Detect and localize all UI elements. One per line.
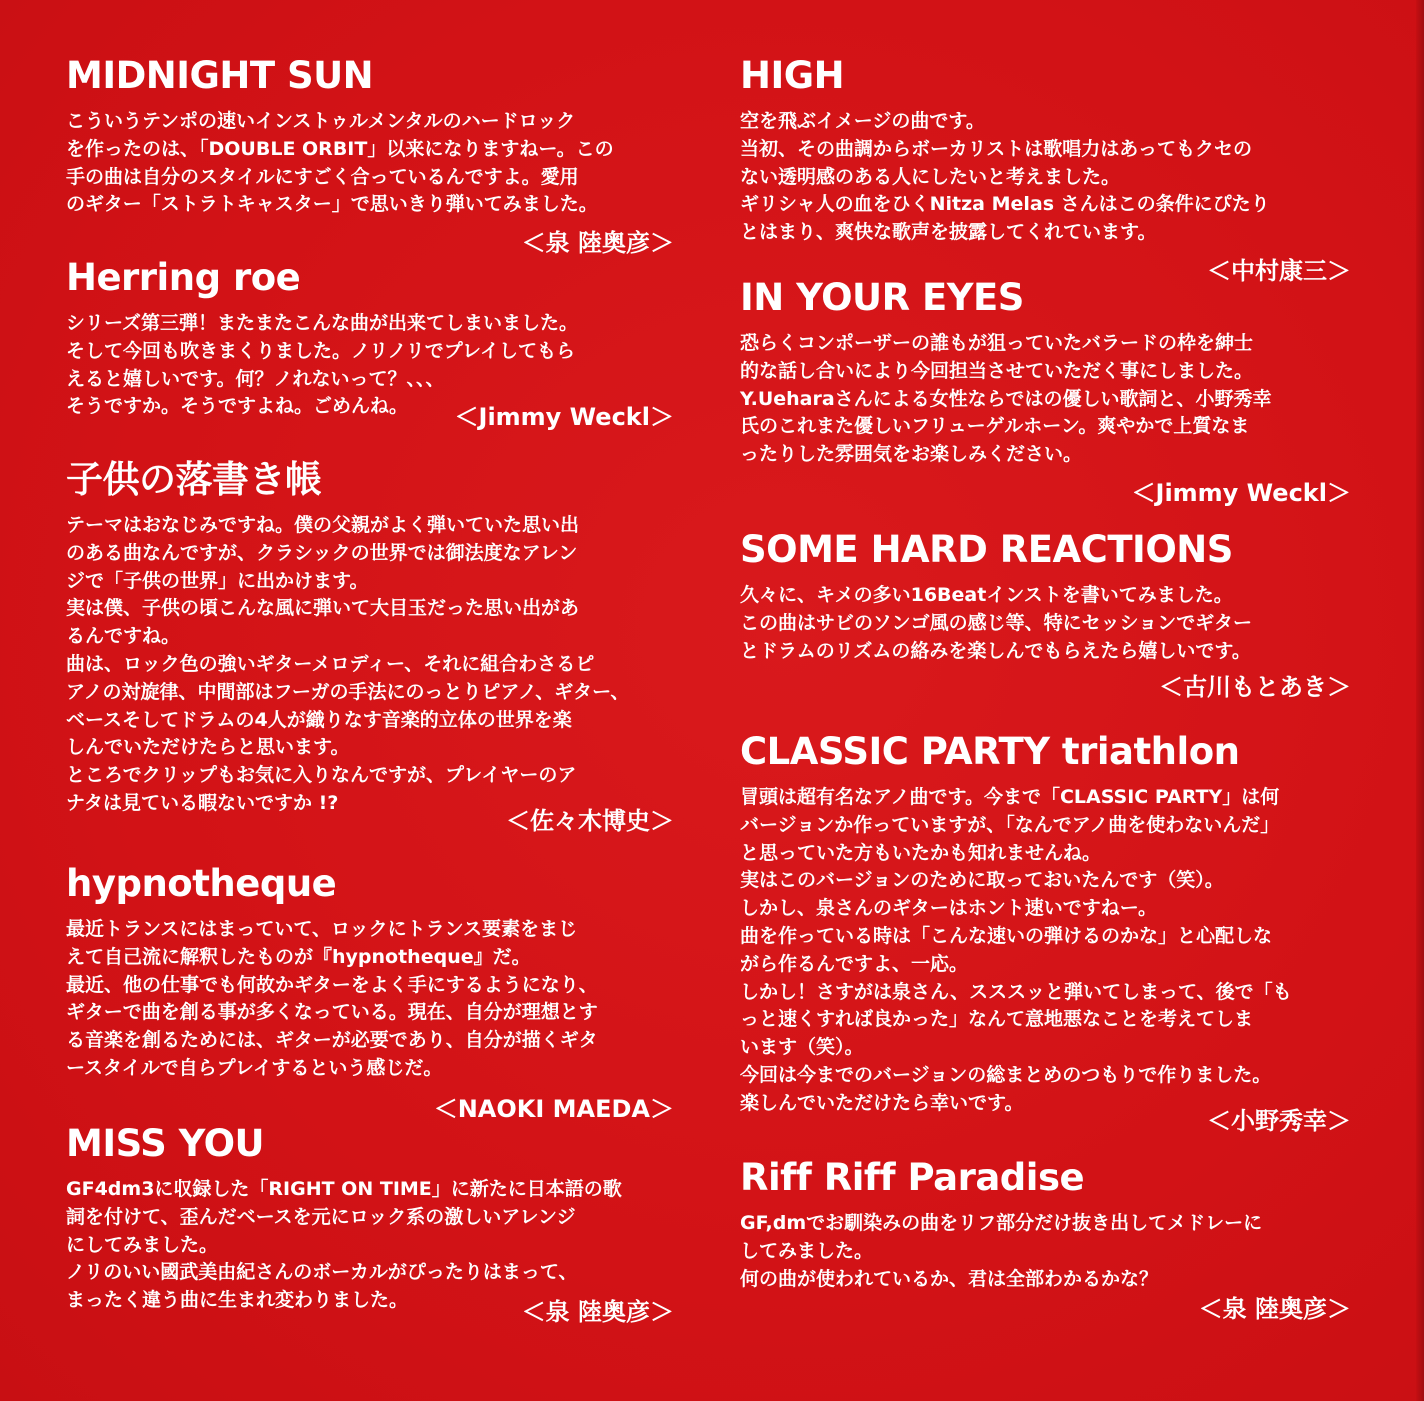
notes-line: 氏のこれまた優しいフリューゲルホーン。爽やかで上質なま bbox=[740, 415, 1250, 438]
notes-line: 実はこのバージョンのために取っておいたんです（笑）。 bbox=[740, 869, 1224, 892]
notes-line: にしてみました。 bbox=[66, 1233, 219, 1256]
notes-line: っと速くすれば良かった」なんて意地悪なことを考えてしま bbox=[740, 1008, 1254, 1031]
notes-line: こういうテンポの速いインストゥルメンタルのハードロック bbox=[66, 110, 576, 132]
notes-line: アノの対旋律、中間部はフーガの手法にのっとりピアノ、ギター、 bbox=[66, 680, 630, 703]
notes-line: と思っていた方もいたかも知れませんね。 bbox=[740, 841, 1102, 864]
track-title: MISS YOU bbox=[66, 1122, 265, 1165]
notes-line: 冒頭は超有名なアノ曲です。今まで「CLASSIC PARTY」は何 bbox=[740, 786, 1280, 808]
notes-line: バージョンか作っていますが、「なんでアノ曲を使わないんだ」 bbox=[740, 813, 1280, 836]
notes-line: 的な話し合いにより今回担当させていただく事にしました。 bbox=[740, 359, 1254, 382]
notes-line: るんですね。 bbox=[66, 625, 181, 648]
notes-line: まったく違う曲に生まれ変わりました。 bbox=[66, 1289, 409, 1312]
track-entry-hypnotheque bbox=[66, 862, 678, 1127]
track-title: HIGH bbox=[740, 54, 845, 97]
composer-credit: ＜泉 陸奥彦＞ bbox=[521, 1298, 674, 1326]
notes-line: とドラムのリズムの絡みを楽しんでもらえたら嬉しいです。 bbox=[740, 639, 1251, 662]
notes-line: ったりした雰囲気をお楽しみください。 bbox=[740, 443, 1083, 466]
track-notes bbox=[740, 582, 1355, 665]
notes-line: この曲はサビのソンゴ風の感じ等、特にセッションでギター bbox=[740, 611, 1253, 634]
notes-line: ギリシャ人の血をひくNitza Melas さんはこの条件にぴたり bbox=[740, 193, 1270, 216]
track-entry-high bbox=[740, 54, 1355, 294]
track-notes bbox=[66, 916, 678, 1083]
track-title: Riff Riff Paradise bbox=[740, 1156, 1085, 1199]
composer-credit: ＜泉 陸奥彦＞ bbox=[1198, 1295, 1351, 1323]
track-notes bbox=[66, 512, 678, 818]
notes-line: えて自己流に解釈したものが『hypnotheque』だ。 bbox=[66, 945, 531, 968]
notes-line: GF,dmでお馴染みの曲をリフ部分だけ抜き出してメドレーに bbox=[740, 1212, 1263, 1234]
notes-line: しかし！さすがは泉さん、スススッと弾いてしまって、後で「も bbox=[740, 980, 1292, 1003]
notes-line: GF4dm3に収録した「RIGHT ON TIME」に新たに日本語の歌 bbox=[66, 1178, 622, 1200]
notes-line: テーマはおなじみですね。僕の父親がよく弾いていた思い出 bbox=[66, 514, 580, 536]
composer-credit: ＜小野秀幸＞ bbox=[1207, 1107, 1351, 1135]
notes-line: Y.Ueharaさんによる女性ならではの優しい歌詞と、小野秀幸 bbox=[740, 387, 1272, 410]
notes-line: ジで「子供の世界」に出かけます。 bbox=[66, 569, 369, 592]
notes-line: ースタイルで自らプレイするという感じだ。 bbox=[66, 1056, 443, 1079]
track-title: SOME HARD REACTIONS bbox=[740, 528, 1233, 571]
notes-line: ナタは見ている暇ないですか !? bbox=[66, 791, 339, 814]
composer-credit: ＜佐々木博史＞ bbox=[506, 807, 674, 835]
composer-credit: ＜NAOKI MAEDA＞ bbox=[433, 1095, 674, 1123]
notes-line: 曲を作っている時は「こんな速いの弾けるのかな」と心配しな bbox=[740, 924, 1273, 947]
notes-line: してみました。 bbox=[740, 1239, 874, 1262]
notes-line: シリーズ第三弾！またまたこんな曲が出来てしまいました。 bbox=[66, 312, 579, 334]
track-entry-herring-roe bbox=[66, 256, 678, 436]
track-title: MIDNIGHT SUN bbox=[66, 54, 374, 97]
composer-credit: ＜中村康三＞ bbox=[1207, 257, 1351, 285]
notes-line: 何の曲が使われているか、君は全部わかるかな？ bbox=[740, 1267, 1159, 1290]
notes-line: えると嬉しいです。何？ノれないって？、、、 bbox=[66, 367, 445, 390]
composer-credit: ＜Jimmy Weckl＞ bbox=[1131, 479, 1351, 507]
notes-line: がら作るんですよ、一応。 bbox=[740, 952, 969, 975]
notes-line: 楽しんでいただけたら幸いです。 bbox=[740, 1091, 1024, 1114]
composer-credit: ＜Jimmy Weckl＞ bbox=[454, 403, 674, 431]
notes-line: 当初、その曲調からボーカリストは歌唱力はあってもクセの bbox=[740, 137, 1253, 160]
notes-line: 最近、他の仕事でも何故かギターをよく手にするようになり、 bbox=[66, 973, 598, 996]
composer-credit: ＜泉 陸奥彦＞ bbox=[521, 229, 674, 257]
notes-line: 詞を付けて、歪んだベースを元にロック系の激しいアレンジ bbox=[66, 1205, 576, 1228]
notes-line: とはまり、爽快な歌声を披露してくれています。 bbox=[740, 221, 1157, 244]
track-entry-in-your-eyes bbox=[740, 276, 1355, 516]
composer-credit: ＜古川もとあき＞ bbox=[1159, 673, 1351, 701]
track-notes bbox=[740, 108, 1355, 247]
track-notes bbox=[66, 1176, 678, 1315]
notes-line: 実は僕、子供の頃こんな風に弾いて大目玉だった思い出があ bbox=[66, 597, 580, 620]
notes-line: ない透明感のある人にしたいと考えました。 bbox=[740, 165, 1121, 188]
notes-line: のギター「ストラトキャスター」で思いきり弾いてみました。 bbox=[66, 193, 598, 216]
notes-line: 手の曲は自分のスタイルにすごく合っているんですよ。愛用 bbox=[66, 165, 579, 188]
notes-line: そうですか。そうですよね。ごめんね。 bbox=[66, 395, 409, 418]
notes-line: 曲は、ロック色の強いギターメロディー、それに組合わさるピ bbox=[66, 652, 595, 675]
notes-line: ノリのいい國武美由紀さんのボーカルがぴったりはまって、 bbox=[66, 1261, 578, 1284]
page-edge bbox=[1416, 0, 1424, 1401]
notes-line: しかし、泉さんのギターはホント速いですねー。 bbox=[740, 897, 1158, 920]
track-entry-riff-riff-paradise bbox=[740, 1156, 1355, 1336]
notes-line: 最近トランスにはまっていて、ロックにトランス要素をまじ bbox=[66, 918, 578, 940]
notes-line: ベースそしてドラムの4人が織りなす音楽的立体の世界を楽 bbox=[66, 708, 572, 731]
track-entry-miss-you bbox=[66, 1122, 678, 1337]
track-entry-some-hard-reactions bbox=[740, 528, 1355, 708]
track-entry-classic-party-triathlon bbox=[740, 730, 1355, 1140]
left-column bbox=[66, 0, 678, 1401]
track-title: hypnotheque bbox=[66, 862, 337, 905]
notes-line: 今回は今までのバージョンの総まとめのつもりで作りました。 bbox=[740, 1063, 1272, 1086]
track-title: CLASSIC PARTY triathlon bbox=[740, 730, 1240, 773]
track-title: Herring roe bbox=[66, 256, 301, 299]
track-entry-midnight-sun bbox=[66, 54, 678, 264]
track-notes bbox=[740, 330, 1355, 469]
notes-line: 空を飛ぶイメージの曲です。 bbox=[740, 110, 985, 132]
notes-line: 久々に、キメの多い16Beatインストを書いてみました。 bbox=[740, 584, 1233, 606]
track-notes bbox=[740, 1210, 1355, 1293]
notes-line: います（笑）。 bbox=[740, 1036, 864, 1059]
track-notes bbox=[740, 784, 1355, 1118]
notes-line: ところでクリップもお気に入りなんですが、プレイヤーのア bbox=[66, 764, 577, 787]
track-notes bbox=[66, 108, 678, 219]
notes-line: を作ったのは、「DOUBLE ORBIT」以来になりますねー。この bbox=[66, 137, 614, 160]
track-title: IN YOUR EYES bbox=[740, 276, 1024, 319]
track-entry-kodomo-no-rakugakicho bbox=[66, 458, 678, 838]
notes-line: そして今回も吹きまくりました。ノリノリでプレイしてもら bbox=[66, 339, 576, 362]
notes-line: しんでいただけたらと思います。 bbox=[66, 736, 350, 759]
notes-line: 恐らくコンポーザーの誰もが狙っていたバラードの枠を紳士 bbox=[740, 332, 1254, 354]
notes-line: のある曲なんですが、クラシックの世界では御法度なアレン bbox=[66, 541, 578, 564]
notes-line: ギターで曲を創る事が多くなっている。現在、自分が理想とす bbox=[66, 1001, 598, 1024]
notes-line: る音楽を創るためには、ギターが必要であり、自分が描くギタ bbox=[66, 1029, 598, 1052]
right-column bbox=[740, 0, 1355, 1401]
track-title: 子供の落書き帳 bbox=[66, 458, 322, 501]
